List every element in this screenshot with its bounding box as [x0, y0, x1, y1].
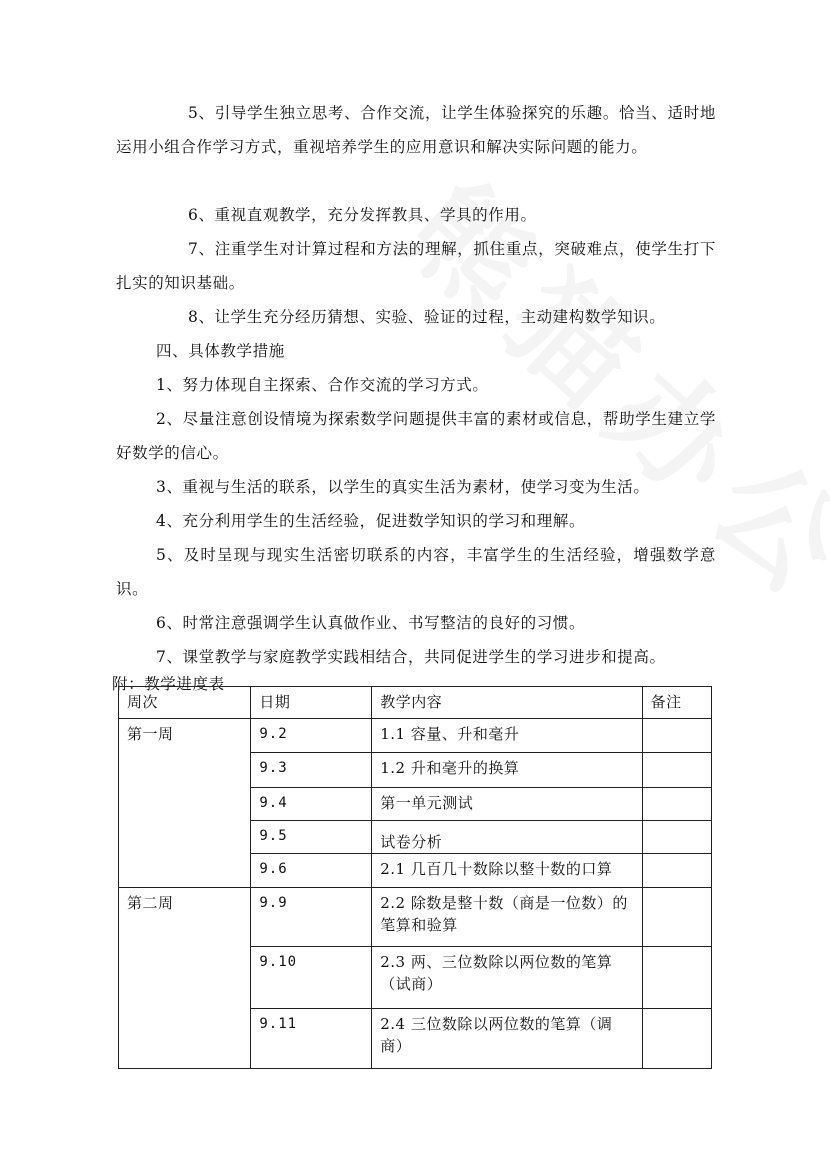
measure-item-6: 6、时常注意强调学生认真做作业、书写整洁的良好的习惯。	[156, 614, 586, 632]
content-cell: 1.2 升和毫升的换算	[372, 753, 642, 788]
remark-cell	[642, 888, 711, 947]
date-cell: 9.9	[251, 888, 372, 947]
header-remark: 备注	[642, 687, 711, 719]
remark-cell	[642, 788, 711, 821]
content-cell: 试卷分析	[372, 821, 642, 854]
remark-cell	[642, 947, 711, 1009]
measure-item-4: 4、充分利用学生的生活经验，促进数学知识的学习和理解。	[156, 512, 586, 530]
header-content: 教学内容	[372, 687, 642, 719]
date-cell: 9.11	[251, 1009, 372, 1069]
content-cell: 1.1 容量、升和毫升	[372, 719, 642, 753]
measure-item-5: 5、及时呈现与现实生活密切联系的内容，丰富学生的生活经验，增强数学意识。	[116, 546, 716, 598]
remark-cell	[642, 854, 711, 888]
remark-cell	[642, 821, 711, 854]
paragraph-item-6: 6、重视直观教学，充分发挥教具、学具的作用。	[188, 206, 537, 224]
table-header-row	[119, 687, 712, 719]
date-cell: 9.2	[251, 719, 372, 753]
week-cell-1: 第一周	[119, 719, 251, 888]
remark-cell	[642, 719, 711, 753]
date-cell: 9.10	[251, 947, 372, 1009]
section-heading-measures: 四、具体教学措施	[156, 342, 285, 360]
date-cell: 9.4	[251, 788, 372, 821]
content-cell: 2.2 除数是整十数（商是一位数）的笔算和验算	[372, 888, 642, 947]
content-cell: 2.3 两、三位数除以两位数的笔算（试商）	[372, 947, 642, 1009]
date-cell: 9.6	[251, 854, 372, 888]
date-cell: 9.5	[251, 821, 372, 854]
remark-cell	[642, 753, 711, 788]
measure-item-2: 2、尽量注意创设情境为探索数学问题提供丰富的素材或信息，帮助学生建立学好数学的信心。	[116, 410, 716, 462]
date-cell: 9.3	[251, 753, 372, 788]
paragraph-item-5: 5、引导学生独立思考、合作交流，让学生体验探究的乐趣。恰当、适时地运用小组合作学习方式，重视培养学生的应用意识和解决实际问题的能力。	[116, 104, 716, 156]
measure-item-1: 1、努力体现自主探索、合作交流的学习方式。	[156, 376, 489, 394]
content-cell: 第一单元测试	[372, 788, 642, 821]
remark-cell	[642, 1009, 711, 1069]
measure-item-7: 7、课堂教学与家庭教学实践相结合，共同促进学生的学习进步和提高。	[156, 648, 666, 666]
content-cell: 2.4 三位数除以两位数的笔算（调商）	[372, 1009, 642, 1069]
appendix-title: 附：教学进度表	[112, 675, 225, 693]
table-row	[119, 719, 712, 753]
week-cell-2: 第二周	[119, 888, 251, 1069]
paragraph-item-8: 8、让学生充分经历猜想、实验、验证的过程，主动建构数学知识。	[188, 308, 666, 326]
header-date: 日期	[251, 687, 372, 719]
content-cell: 2.1 几百几十数除以整十数的口算	[372, 854, 642, 888]
paragraph-item-7: 7、注重学生对计算过程和方法的理解，抓住重点，突破难点，使学生打下扎实的知识基础。	[116, 240, 716, 292]
measure-item-3: 3、重视与生活的联系，以学生的真实生活为素材，使学习变为生活。	[156, 478, 650, 496]
header-week: 周次	[119, 687, 251, 719]
table-row	[119, 888, 712, 947]
schedule-table	[118, 686, 712, 1069]
